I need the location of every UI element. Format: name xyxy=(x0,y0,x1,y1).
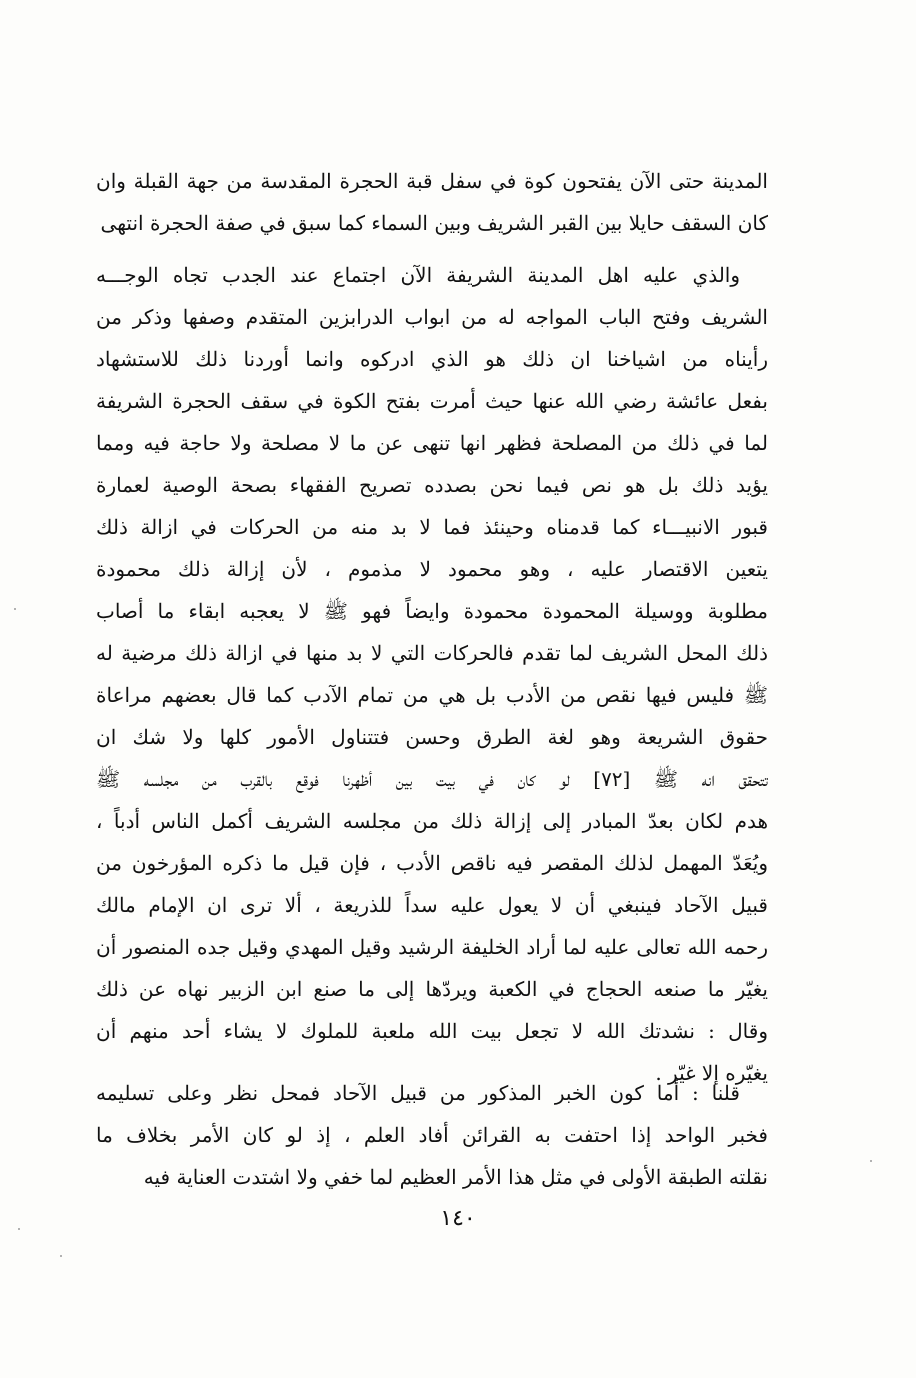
scan-speck xyxy=(60,1255,62,1257)
text-line: رأيناه من اشياخنا ان ذلك هو الذي ادركوه وانما أوردنا ذلك للاستشهاد xyxy=(96,347,768,371)
text-line: قبيل الآحاد فينبغي أن لا يعول عليه سداً للذريعة ، ألا ترى ان الإمام مالك xyxy=(96,893,768,917)
paragraph xyxy=(96,1072,768,1198)
paragraph xyxy=(96,160,768,244)
scan-speck xyxy=(14,608,16,610)
text-line: ذلك المحل الشريف لما تقدم فالحركات التي لا بد منها في ازالة ذلك مرضية له xyxy=(96,641,768,665)
text-line: بفعل عائشة رضي الله عنها حيث أمرت بفتح الكوة في سقف الحجرة الشريفة xyxy=(96,389,768,413)
text-line: قبور الانبيـــاء كما قدمناه وحينئذ فما لا بد منه من الحركات في ازالة ذلك xyxy=(96,515,768,539)
text-line: يغيّره إلا غيّر . xyxy=(655,1061,768,1085)
text-line: رحمه الله تعالى عليه لما أراد الخليفة الرشيد وقيل المهدي وقيل جده المنصور أن xyxy=(96,935,768,959)
text-line: ﷺ فليس فيها نقص من الأدب بل هي من تمام الآدب كما قال بعضهم مراعاة xyxy=(96,683,768,707)
text-line: وقال : نشدتك الله لا تجعل بيت الله ملعبة للملوك لا يشاء أحد منهم أن xyxy=(96,1019,768,1043)
text-line: هدم لكان بعدّ المبادر إلى إزالة ذلك من مجلسه الشريف أكمل الناس أدباً ، xyxy=(96,809,768,833)
page-number: ١٤٠ xyxy=(440,1206,476,1231)
text-line: المدينة حتى الآن يفتحون كوة في سفل قبة الحجرة المقدسة من جهة القبلة وان xyxy=(96,169,768,193)
text-line: لما في ذلك من المصلحة فظهر انها تنهى عن ما لا مصلحة ولا حاجة فيه ومما xyxy=(96,431,768,455)
paragraph xyxy=(96,254,768,1094)
text-line: قلنا : أما كون الخبر المذكور من قبيل الآحاد فمحل نظر وعلى تسليمه xyxy=(96,1081,740,1105)
text-line: والذي عليه اهل المدينة الشريفة الآن اجتماع عند الجدب تجاه الوجـــه xyxy=(96,263,740,287)
text-line: يغيّر ما صنعه الحجاج في الكعبة ويردّها إلى ما صنع ابن الزبير نهاه عن ذلك xyxy=(96,977,768,1001)
scan-speck xyxy=(18,1228,20,1230)
text-line: نقلته الطبقة الأولى في مثل هذا الأمر العظيم لما خفي ولا اشتدت العناية فيه xyxy=(143,1165,768,1189)
text-line: الشريف وفتح الباب المواجه له من ابواب الدرابزين المتقدم وصفها وذكر من xyxy=(96,305,768,329)
text-line: ويُعَدّ المهمل لذلك المقصر فيه ناقص الأدب ، فإن قيل ما ذكره المؤرخون من xyxy=(96,851,768,875)
text-line: حقوق الشريعة وهو لغة الطرق وحسن فتتناول الأمور كلها ولا شك ان xyxy=(96,725,768,749)
text-line: يتعين الاقتصار عليه ، وهو محمود لا مذموم ، لأن إزالة ذلك محمودة xyxy=(96,557,768,581)
text-line: كان السقف حايلا بين القبر الشريف وبين السماء كما سبق في صفة الحجرة انتهى xyxy=(100,211,768,235)
text-line: فخبر الواحد إذا احتفت به القرائن أفاد العلم ، إذ لو كان الأمر بخلاف ما xyxy=(96,1123,768,1147)
text-line: مطلوبة ووسيلة المحمودة محمودة وايضاً فهو ﷺ لا يعجبه ابقاء ما أصاب xyxy=(96,599,768,623)
scan-speck xyxy=(870,1160,872,1162)
text-line: يؤيد ذلك بل هو نص فيما نحن بصدده تصريح الفقهاء بصحة الوصية لعمارة xyxy=(96,473,768,497)
text-line: تتحقق انه ﷺ [٧٢] لو كان في بيت بين أظهرنا فوقع بالقرب من مجلسه ﷺ xyxy=(96,767,768,791)
